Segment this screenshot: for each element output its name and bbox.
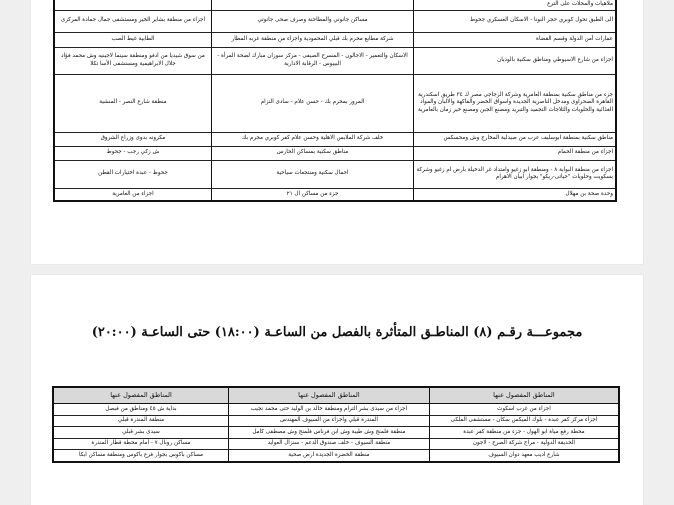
table-cell: الطابية غيط الصب (54, 32, 211, 47)
table-cell: عمارات أمن الدولة وقسم القضاة (414, 32, 616, 47)
outage-zones-table-1 (53, 0, 617, 202)
header-cell: المناطق المفصول عنها (53, 387, 228, 404)
group-8-title: مجموعـــة رقـم (٨) المناطـق المتأثرة بالفصل من الساعـة (١٨:٠٠) حتى الساعـة (٢٠:٠٠) (91, 325, 583, 340)
table-cell: بداية ش ٤٥ ومناطق من فيصل (53, 404, 228, 416)
table-cell: الاسكان والتعمير - الاجالون - المسرح الصيفى - مركز سوزان مبارك لصحة المرأة - البيبوس - الرقابة الادارية (211, 47, 413, 74)
table-row (54, 188, 616, 201)
table-cell: اجزاء مركز كفر عبدة - بلوك الميكس سكان - مستشفى الملكى (429, 415, 619, 427)
table-cell: محطة رفع مياة ابو الهول - جزء من منطقة كفر عبدة (429, 427, 619, 439)
table-cell: اجزاء من منطقة بشاير الخير ومستشفى جمال حمادة المركزى (54, 10, 211, 32)
table-cell: ش زكي رجب - جحوط (54, 146, 211, 160)
table-row (53, 438, 619, 450)
table-cell: وحدة صحة بن مهلال (414, 188, 616, 201)
table-row (54, 10, 616, 32)
table-row (53, 415, 619, 427)
table-cell (54, 0, 211, 10)
table-cell: منطقة شارع النصر - المنشية (54, 74, 211, 132)
header-cell: المناطق المفصول عنها (228, 387, 429, 404)
table-cell: سيدى بشر قبلي (53, 427, 228, 439)
table-cell: مساكن روبال ٧ - أمام محطة قطار المندرة (53, 438, 228, 450)
table-header-row (53, 387, 619, 404)
table-row (54, 32, 616, 47)
outage-zones-table-2 (52, 386, 620, 463)
table-cell: ملاهيات والمحلات على الترع (414, 0, 616, 10)
table-cell (211, 0, 413, 10)
table-cell: مساكن باكوس بجوار فرع باكوس ومنطقة مساكن ابكا (53, 450, 228, 462)
table-cell: مساكن جانوتي والمطاحنة وصرف صحى جانوتي (211, 10, 413, 32)
table-cell: جزء من مساكن ال ٢١ (211, 188, 413, 201)
table-row (54, 47, 616, 74)
table-cell: الحديقة الدولية - مراج شركة الصرح - لاجون (429, 438, 619, 450)
document-page-1 (31, 0, 643, 264)
table-cell: اجزاء من منطقة البوابة ٨ - ومنطقة ابو زغيو وامتداد غر الدخيلة بارض ام زغيو وشركة بسكويت وحلويات "حياتى-ريكو" بجوار ابيان الاهرام (414, 160, 616, 188)
table-cell: المرور بمحرم بك - حسن علام - سادى النزام (211, 74, 413, 132)
table-row (53, 427, 619, 439)
table-cell: منطقة السيوف - خلف صندوق الدعم - سنزال العوايد (228, 438, 429, 450)
table-cell: منطقة فلمنج وش طيبة وش ابن فرناس فلمنج وش مصطفى كامل (228, 427, 429, 439)
table-cell: مناطق سكنية بمساكن الحارس (211, 146, 413, 160)
table-cell: جحوط - عبدة اختيارات القطن (54, 160, 211, 188)
table-cell: منطقة المندرة قبلي (53, 415, 228, 427)
table-row (54, 146, 616, 160)
table-cell: من سوق شيديا من ادفو ومنطقة سينما لاجينيه وش محمد فؤاد جلال الابراهيمية ومستشفى الأسا تكلا (54, 47, 211, 74)
table-cell: شركة مطابع محرم بك قبلي المحمودية واجزاء من منطقة غربه المطار (211, 32, 413, 47)
table-row (54, 74, 616, 132)
table-cell: جزء من مناطق سكنية بمنطقة العامرية وشركة الزجاجى مصر ك ٣٤ طريق اسكندرية القاهرة الصحراوى ومدخل الناصرية الجديدة واسواق الخضر والفاكهة والالبان والمواد الغذائية والحلويات والثلاجات التجميد والتبريد ومصنع الجبن ومصنع خير زمان بالعامرية (414, 74, 616, 132)
table-cell: اجزاء من سيدى بشر الترام ومنطقة خالد بن الوليد حتى محمد نجيب (228, 404, 429, 416)
table-cell: خلف شركة الملابس الاهلية وحسن علام كفر كوبري محرم بك (211, 132, 413, 146)
table-row (54, 132, 616, 146)
table-row (54, 0, 616, 10)
table-row (53, 404, 619, 416)
table-cell: اجزاء من غرب اسكوت (429, 404, 619, 416)
table-cell: اجزاء من العامرية (54, 188, 211, 201)
table-cell: اجزاء من شارع الاسيوطي ومناطق سكنية بالوديان (414, 47, 616, 74)
table-cell: الى الطبق تحول كوبري حجر النونا - الاسكان العسكري جحوط (414, 10, 616, 32)
table-cell: اجزاء من منطقة الحمام (414, 146, 616, 160)
table-cell: مناطق سكنية بمنطقة ابوسليف عرب من صيدلية المخارج وش ومحسكس (414, 132, 616, 146)
table-cell: مكرونه بدوى وزراع الشروق (54, 132, 211, 146)
table-cell: احمال سكنية ومنتجعات سياحية (211, 160, 413, 188)
table-row (53, 450, 619, 462)
table-cell: المندرة قبلي واجزاء من السيوف المهندس (228, 415, 429, 427)
table-cell: شارع اديب معهد دوان السيوف (429, 450, 619, 462)
header-cell: المناطق المفصول عنها (429, 387, 619, 404)
table-cell: منطقة الخضرة الجديدة ارض صحية (228, 450, 429, 462)
document-page-2 (31, 275, 643, 505)
table-row (54, 160, 616, 188)
